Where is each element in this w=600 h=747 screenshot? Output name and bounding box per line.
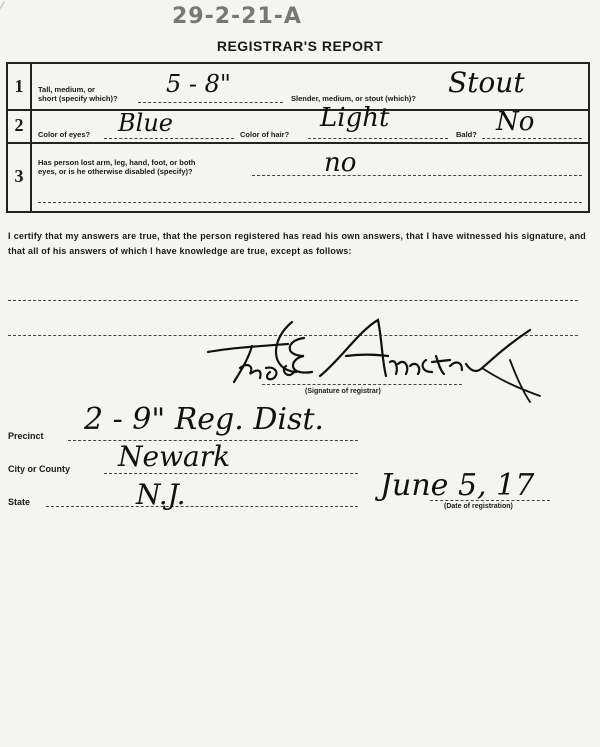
signature-line <box>262 384 462 385</box>
city-label: City or County <box>8 464 70 474</box>
date-value: June 5, 17 <box>380 468 535 503</box>
height-label: Tall, medium, or short (specify which)? <box>38 85 118 103</box>
build-answer: Stout <box>448 66 525 99</box>
certification-text: I certify that my answers are true, that the person registered has read his own answers, that I have witnessed his signature, and that all of his answers of which I have knowledge are true, except as follows: <box>8 231 586 256</box>
city-value: Newark <box>118 440 231 473</box>
date-line <box>430 500 550 501</box>
answer-line <box>252 175 582 176</box>
city-line <box>104 473 358 474</box>
state-line <box>46 506 358 507</box>
answer-line <box>138 102 283 103</box>
hair-color-answer: Light <box>320 103 390 133</box>
answer-line <box>308 138 448 139</box>
answer-line <box>482 138 582 139</box>
row-number: 1 <box>8 64 32 109</box>
state-label: State <box>8 497 31 507</box>
disability-label: Has person lost arm, leg, hand, foot, or both eyes, or is he otherwise disabled (specify)? <box>38 158 196 176</box>
state-value: N.J. <box>136 478 186 511</box>
hair-color-label: Color of hair? <box>240 130 290 139</box>
file-number-stamp: 29-2-21-A <box>172 4 302 29</box>
row-number: 2 <box>8 109 32 142</box>
answer-line <box>104 138 234 139</box>
build-label: Slender, medium, or stout (which)? <box>291 94 417 103</box>
bald-label: Bald? <box>456 130 477 139</box>
answer-line <box>38 202 582 203</box>
precinct-label: Precinct <box>8 431 44 441</box>
signature-label: (Signature of registrar) <box>305 388 381 395</box>
row-number: 3 <box>8 142 32 211</box>
date-label: (Date of registration) <box>444 503 513 510</box>
disability-answer: no <box>324 148 357 178</box>
question-row-3 <box>8 142 588 211</box>
eye-color-label: Color of eyes? <box>38 130 91 139</box>
questions-table <box>6 62 590 213</box>
exception-line-1 <box>8 300 578 301</box>
question-row-2 <box>8 103 588 144</box>
form-title: REGISTRAR'S REPORT <box>216 38 384 54</box>
question-row-1 <box>8 64 588 111</box>
bald-answer: No <box>496 107 535 137</box>
margin-mark: ⁄ <box>0 0 3 16</box>
precinct-value: 2 - 9" Reg. Dist. <box>84 402 324 437</box>
eye-color-answer: Blue <box>118 109 173 137</box>
height-answer: 5 - 8" <box>166 70 231 98</box>
